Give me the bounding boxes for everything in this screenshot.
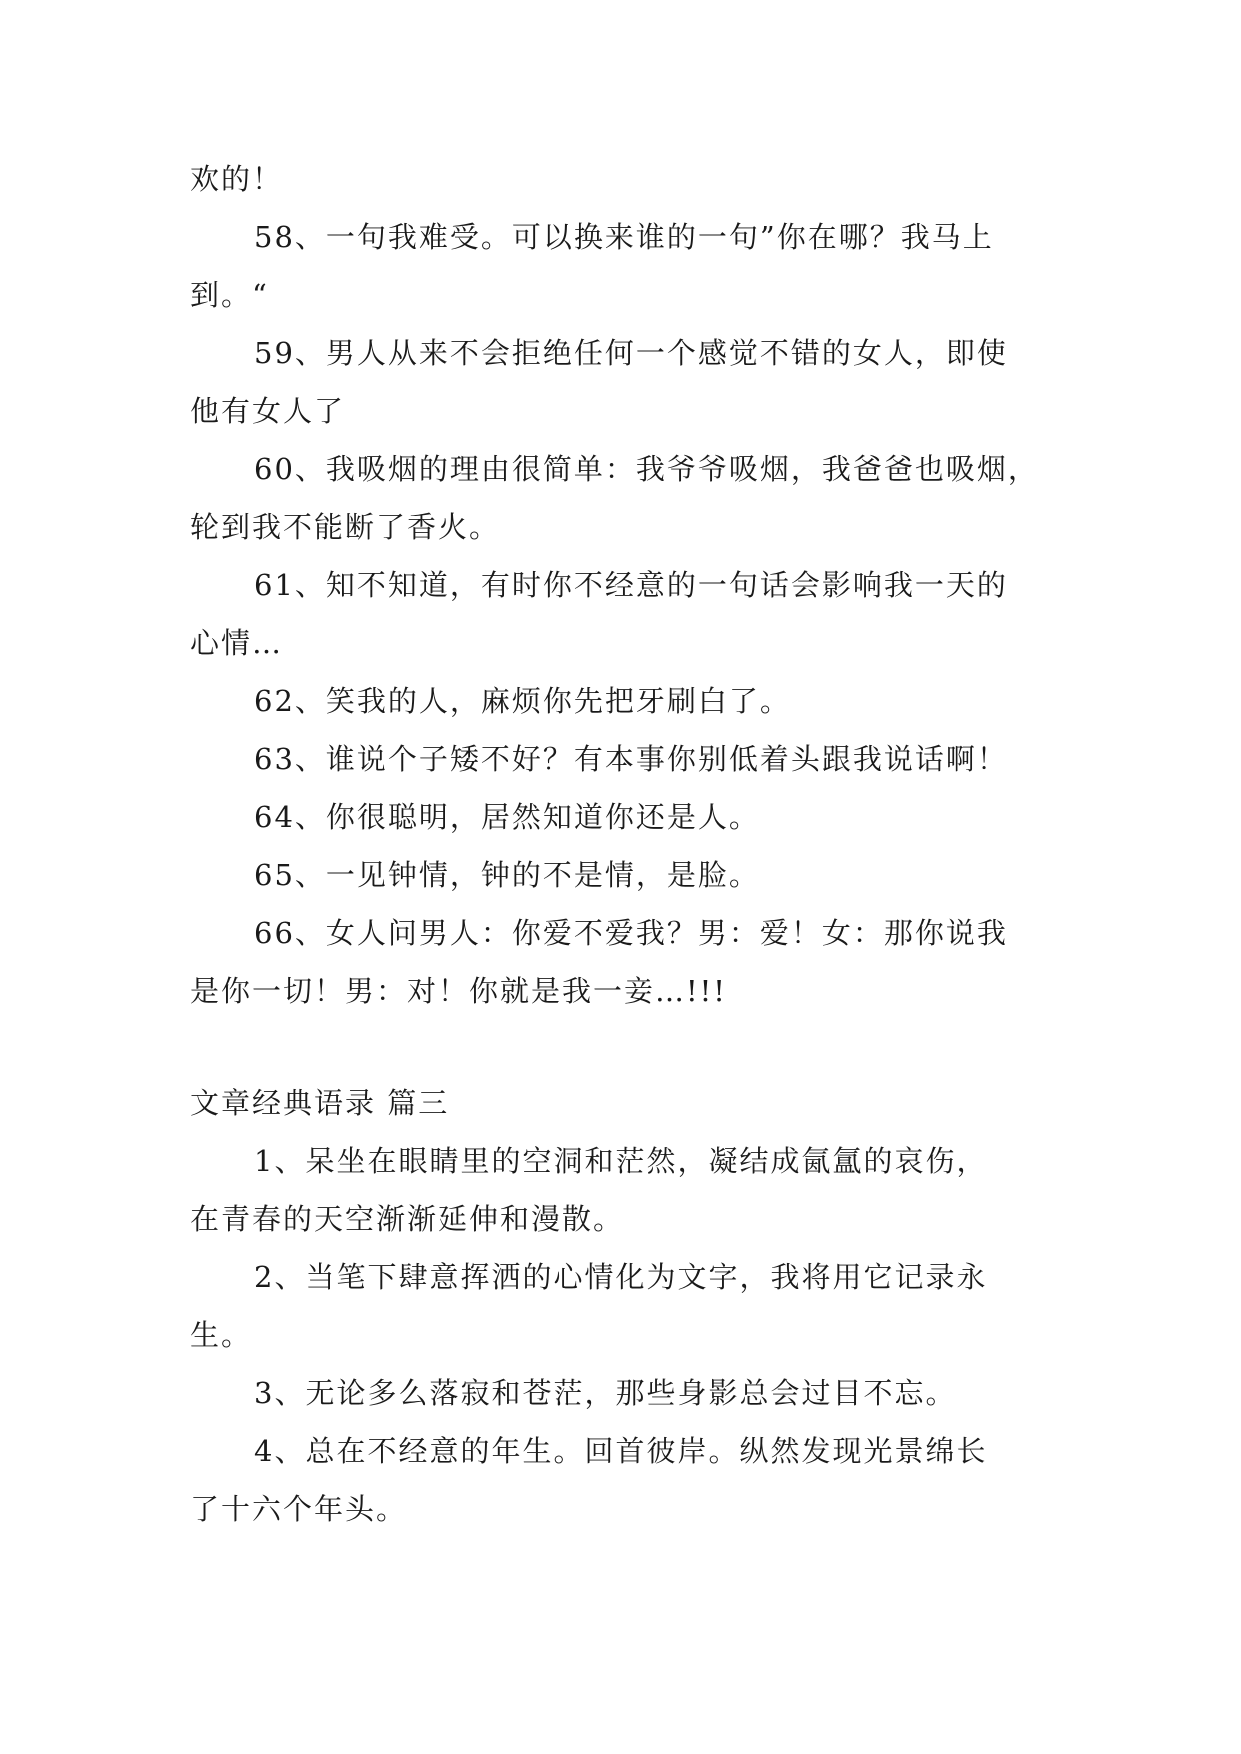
text-line: 62、笑我的人，麻烦你先把牙刷白了。 <box>254 684 791 718</box>
text-line: 60、我吸烟的理由很简单：我爷爷吸烟，我爸爸也吸烟， <box>254 452 1039 486</box>
text-line: 2、当笔下肆意挥洒的心情化为文字，我将用它记录永 <box>254 1260 988 1294</box>
section-heading: 文章经典语录 篇三 <box>190 1086 450 1120</box>
text-line: 63、谁说个子矮不好？有本事你别低着头跟我说话啊！ <box>254 742 1008 776</box>
text-line: 61、知不知道，有时你不经意的一句话会影响我一天的 <box>254 568 1008 602</box>
section-spacer <box>190 1020 1070 1074</box>
text-line: 58、一句我难受。可以换来谁的一句”你在哪？我马上 <box>254 220 994 254</box>
text-line: 生。 <box>190 1318 253 1352</box>
text-line: 59、男人从来不会拒绝任何一个感觉不错的女人，即使 <box>254 336 1008 370</box>
text-line: 是你一切！男：对！你就是我一妾…!!! <box>190 974 727 1008</box>
text-line: 到。“ <box>190 278 269 312</box>
document-page <box>190 150 1070 1538</box>
text-line: 65、一见钟情，钟的不是情，是脸。 <box>254 858 760 892</box>
text-line: 轮到我不能断了香火。 <box>190 510 501 544</box>
text-line: 4、总在不经意的年生。回首彼岸。纵然发现光景绵长 <box>254 1434 988 1468</box>
text-line: 66、女人问男人：你爱不爱我？男：爱！女：那你说我 <box>254 916 1008 950</box>
text-line: 3、无论多么落寂和苍茫，那些身影总会过目不忘。 <box>254 1376 957 1410</box>
document-body-part2 <box>190 1132 1070 1538</box>
text-line: 了十六个年头。 <box>190 1492 408 1526</box>
document-body-part1 <box>190 150 1070 1020</box>
text-line: 心情… <box>190 626 284 660</box>
text-line: 欢的！ <box>190 162 284 196</box>
text-line: 64、你很聪明，居然知道你还是人。 <box>254 800 760 834</box>
text-line: 在青春的天空渐渐延伸和漫散。 <box>190 1202 625 1236</box>
text-line: 他有女人了 <box>190 394 346 428</box>
text-line: 1、呆坐在眼睛里的空洞和茫然，凝结成氤氲的哀伤， <box>254 1144 988 1178</box>
